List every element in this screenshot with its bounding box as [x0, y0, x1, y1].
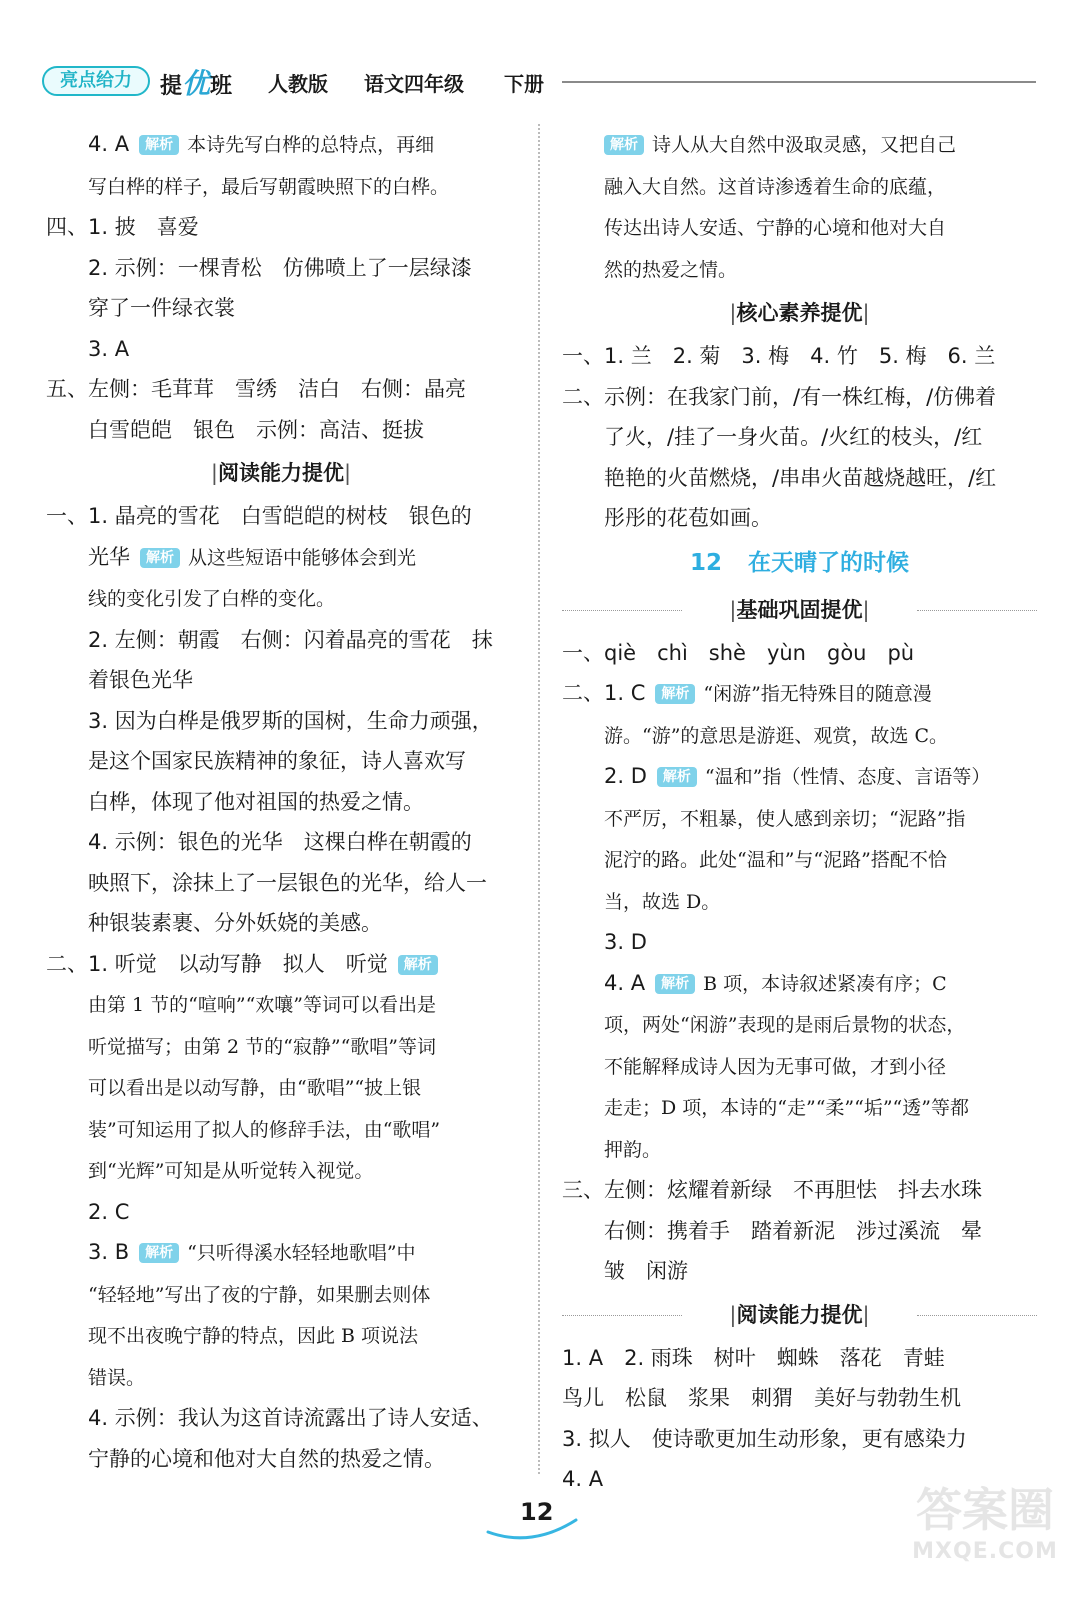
answer-text: 一、1. 兰 2. 菊 3. 梅 4. 竹 5. 梅 6. 兰	[562, 344, 996, 368]
explanation-badge: 解析	[655, 684, 695, 704]
answer-text: 不能解释成诗人因为无事可做，才到小径	[604, 1055, 947, 1078]
explanation-text: “只听得溪水轻轻地歌唱”中	[187, 1242, 416, 1264]
explanation-text: B 项，本诗叙述紧凑有序；C	[703, 972, 947, 995]
answer-text: 皱 闲游	[604, 1259, 688, 1283]
answer-text: 错误。	[88, 1366, 146, 1389]
section-heading-text: 基础巩固提优	[736, 597, 863, 622]
explanation-badge: 解析	[139, 1243, 179, 1263]
answer-text: 融入大自然。这首诗渗透着生命的底蕴，	[604, 175, 947, 198]
lesson-title-text: 在天晴了的时候	[748, 549, 909, 576]
answer-text: 了火，/挂了一身火苗。/火红的枝头，/红	[604, 425, 983, 449]
watermark-logo-text: 答案圈	[916, 1483, 1054, 1537]
section-heading-text: 阅读能力提优	[218, 461, 344, 485]
answer-line	[562, 1004, 1037, 1046]
answer-line	[46, 1192, 516, 1233]
answer-text: 当，故选 D。	[604, 890, 721, 913]
answer-line	[46, 863, 516, 904]
answer-text: 4. A	[604, 970, 646, 995]
watermark-logo	[905, 1482, 1065, 1582]
answer-line	[562, 124, 1037, 166]
answer-line	[46, 1315, 516, 1357]
answer-line	[562, 922, 1037, 963]
answer-text: 四、1. 披 喜爱	[46, 215, 199, 239]
answer-line	[46, 410, 516, 451]
answer-line	[562, 377, 1037, 418]
answer-text: 白雪皑皑 银色 示例：高洁、挺拔	[88, 417, 424, 442]
answer-text: 右侧：携着手 踏着新泥 涉过溪流 晕	[604, 1218, 982, 1243]
explanation-text: 本诗先写白桦的总特点，再细	[187, 134, 435, 156]
answer-line	[562, 1211, 1037, 1252]
answer-line	[562, 798, 1037, 840]
answer-text: 4. A	[88, 132, 130, 156]
section-bar-left: |	[210, 461, 218, 485]
answer-line	[46, 124, 516, 166]
section-bar-right: |	[862, 301, 870, 325]
answer-line	[46, 578, 516, 620]
answer-text: 泥泞的路。此处“温和”与“泥路”搭配不恰	[604, 849, 947, 871]
answer-line	[46, 1274, 516, 1316]
answer-text: 白桦，体现了他对祖国的热爱之情。	[88, 789, 424, 814]
answer-text: 种银装素裹、分外妖娆的美感。	[88, 911, 382, 935]
header-edition: 人教版	[268, 72, 328, 96]
answer-text: 3. B	[88, 1240, 130, 1264]
answer-text: 项，两处“闲游”表现的是雨后景物的状态，	[604, 1014, 966, 1036]
answer-line	[46, 1026, 516, 1068]
section-heading	[46, 450, 516, 496]
answer-line	[46, 701, 516, 742]
explanation-badge: 解析	[657, 767, 697, 787]
answer-text: 2. 左侧：朝霞 右侧：闪着晶亮的雪花 抹	[88, 627, 493, 652]
brand-name-prefix: 提	[160, 74, 183, 99]
section-bar-right: |	[862, 1302, 870, 1327]
answer-text: 一、qiè chì shè yùn gòu pù	[562, 640, 915, 665]
answer-line	[562, 1251, 1037, 1292]
answer-line	[46, 620, 516, 661]
answer-line	[46, 984, 516, 1026]
explanation-badge: 解析	[398, 955, 438, 975]
answer-text: 押韵。	[604, 1138, 662, 1161]
watermark-domain: MXQE.COM	[912, 1539, 1058, 1564]
answer-line	[46, 660, 516, 701]
lesson-title	[562, 539, 1037, 587]
answer-line	[562, 336, 1037, 377]
answer-text: 3. D	[604, 930, 647, 954]
answer-line	[46, 207, 516, 248]
answer-text: 三、左侧：炫耀着新绿 不再胆怯 抖去水珠	[562, 1178, 982, 1202]
answer-text: 到“光辉”可知是从听觉转入视觉。	[88, 1160, 374, 1182]
answer-text: 然的热爱之情。	[604, 258, 738, 281]
answer-text: 装”可知运用了拟人的修辞手法，由“歌唱”	[88, 1118, 441, 1141]
answer-text: 彤彤的花苞如画。	[604, 506, 772, 530]
answer-line	[46, 1232, 516, 1274]
answer-line	[46, 166, 516, 208]
answer-text: 游。“游”的意思是游逛、观赏，故选 C。	[604, 724, 949, 747]
answer-line	[562, 673, 1037, 715]
answer-line	[562, 881, 1037, 923]
answer-line	[562, 417, 1037, 458]
answer-text: 光华	[88, 544, 130, 569]
answer-text: 3. 因为白桦是俄罗斯的国树，生命力顽强，	[88, 708, 493, 733]
explanation-text: “温和”指（性情、态度、言语等）	[704, 766, 991, 788]
answer-line	[46, 741, 516, 782]
answer-text: 二、示例：在我家门前，/有一株红梅，/仿佛着	[562, 384, 997, 409]
answer-line	[562, 249, 1037, 291]
page-number: 12	[520, 1498, 554, 1526]
answer-text: 五、左侧：毛茸茸 雪绣 洁白 右侧：晶亮	[46, 377, 466, 401]
section-heading	[562, 290, 1037, 336]
answer-text: 4. 示例：银色的光华 这棵白桦在朝霞的	[88, 830, 472, 854]
answer-text: 穿了一件绿衣裳	[88, 296, 235, 320]
answer-line	[562, 458, 1037, 499]
answer-text: 2. 示例：一棵青松 仿佛喷上了一层绿漆	[88, 255, 472, 280]
answer-text: 走走；D 项，本诗的“走”“柔”“垢”“透”等都	[604, 1097, 969, 1119]
answer-text: 着银色光华	[88, 668, 193, 692]
answer-text: 不严厉，不粗暴，使人感到亲切；“泥路”指	[604, 807, 966, 830]
right-column	[562, 124, 1037, 1500]
answer-text: 一、1. 晶亮的雪花 白雪皑皑的树枝 银色的	[46, 504, 472, 528]
answer-line	[46, 369, 516, 410]
section-bar-right: |	[862, 597, 870, 622]
explanation-text: 诗人从大自然中汲取灵感，又把自己	[652, 134, 957, 156]
answer-text: 艳艳的火苗燃烧，/串串火苗越烧越旺，/红	[604, 465, 997, 490]
answer-line	[562, 166, 1037, 208]
answer-line	[46, 537, 516, 579]
answer-line	[562, 498, 1037, 539]
answer-text: “轻轻地”写出了夜的宁静，如果删去则体	[88, 1283, 431, 1306]
answer-line	[46, 903, 516, 944]
answer-line	[46, 1357, 516, 1399]
answer-text: 2. D	[604, 764, 647, 788]
answer-line	[46, 329, 516, 370]
answer-line	[46, 1439, 516, 1480]
answer-line	[562, 207, 1037, 249]
answer-text: 现不出夜晚宁静的特点，因此 B 项说法	[88, 1325, 419, 1347]
section-bar-left: |	[729, 301, 737, 325]
answer-text: 鸟儿 松鼠 浆果 刺猬 美好与勃勃生机	[562, 1386, 961, 1410]
answer-text: 2. C	[88, 1199, 130, 1224]
answer-line	[562, 1378, 1037, 1419]
brand-badge: 亮点给力	[42, 66, 150, 96]
answer-line	[562, 1170, 1037, 1211]
answer-line	[46, 1067, 516, 1109]
answer-line	[46, 822, 516, 863]
explanation-badge: 解析	[139, 135, 179, 155]
section-bar-right: |	[344, 461, 352, 485]
answer-text: 3. A	[88, 336, 130, 361]
brand-name	[160, 62, 232, 102]
answer-text: 1. A 2. 雨珠 树叶 蜘蛛 落花 青蛙	[562, 1345, 945, 1370]
answer-text: 宁静的心境和他对大自然的热爱之情。	[88, 1446, 445, 1471]
brand-name-suffix: 班	[210, 74, 233, 99]
answer-line	[46, 1109, 516, 1151]
explanation-text: “闲游”指无特殊目的随意漫	[703, 683, 932, 705]
lesson-number: 12	[689, 549, 722, 576]
answer-text: 4. 示例：我认为这首诗流露出了诗人安适、	[88, 1406, 493, 1430]
answer-line	[562, 963, 1037, 1005]
column-divider	[538, 124, 540, 1474]
answer-line	[46, 288, 516, 329]
answer-line	[562, 839, 1037, 881]
left-column	[46, 124, 516, 1479]
page-header	[0, 0, 1092, 110]
explanation-badge: 解析	[604, 135, 644, 155]
answer-line	[46, 248, 516, 289]
section-heading-text: 阅读能力提优	[736, 1302, 863, 1327]
answer-line	[562, 1087, 1037, 1129]
answer-text: 可以看出是以动写静，由“歌唱”“披上银	[88, 1077, 422, 1099]
answer-line	[562, 1046, 1037, 1088]
answer-line	[46, 944, 516, 985]
answer-line	[562, 1419, 1037, 1460]
answer-text: 听觉描写；由第 2 节的“寂静”“歌唱”等词	[88, 1035, 437, 1058]
answer-line	[562, 1338, 1037, 1379]
section-bar-left: |	[729, 1302, 737, 1327]
answer-text: 映照下，涂抹上了一层银色的光华，给人一	[88, 870, 487, 895]
section-heading-text: 核心素养提优	[736, 301, 863, 325]
section-heading	[562, 1292, 1037, 1338]
answer-line	[562, 756, 1037, 798]
answer-text: 4. A	[562, 1467, 604, 1491]
header-rule	[562, 81, 1036, 83]
answer-line	[46, 782, 516, 823]
explanation-badge: 解析	[140, 548, 180, 568]
answer-line	[46, 1398, 516, 1439]
answer-text: 二、1. 听觉 以动写静 拟人 听觉	[46, 951, 388, 976]
answer-line	[46, 496, 516, 537]
explanation-badge: 解析	[655, 974, 695, 994]
answer-line	[46, 1150, 516, 1192]
answer-text: 由第 1 节的“喧响”“欢嚷”等词可以看出是	[88, 994, 437, 1016]
answer-text: 3. 拟人 使诗歌更加生动形象，更有感染力	[562, 1426, 967, 1451]
answer-text: 二、1. C	[562, 681, 646, 705]
answer-line	[562, 1129, 1037, 1171]
header-volume: 下册	[504, 72, 544, 96]
brand-name-accent: 优	[182, 67, 211, 100]
section-bar-left: |	[729, 597, 737, 622]
answer-line	[562, 715, 1037, 757]
answer-text: 传达出诗人安适、宁静的心境和他对大自	[604, 217, 947, 239]
answer-text: 写白桦的样子，最后写朝霞映照下的白桦。	[88, 175, 450, 198]
section-heading	[562, 587, 1037, 633]
answer-text: 是这个国家民族精神的象征，诗人喜欢写	[88, 749, 466, 773]
answer-text: 线的变化引发了白桦的变化。	[88, 588, 336, 610]
header-subject: 语文四年级	[364, 72, 464, 96]
answer-line	[562, 633, 1037, 674]
explanation-text: 从这些短语中能够体会到光	[188, 546, 417, 569]
